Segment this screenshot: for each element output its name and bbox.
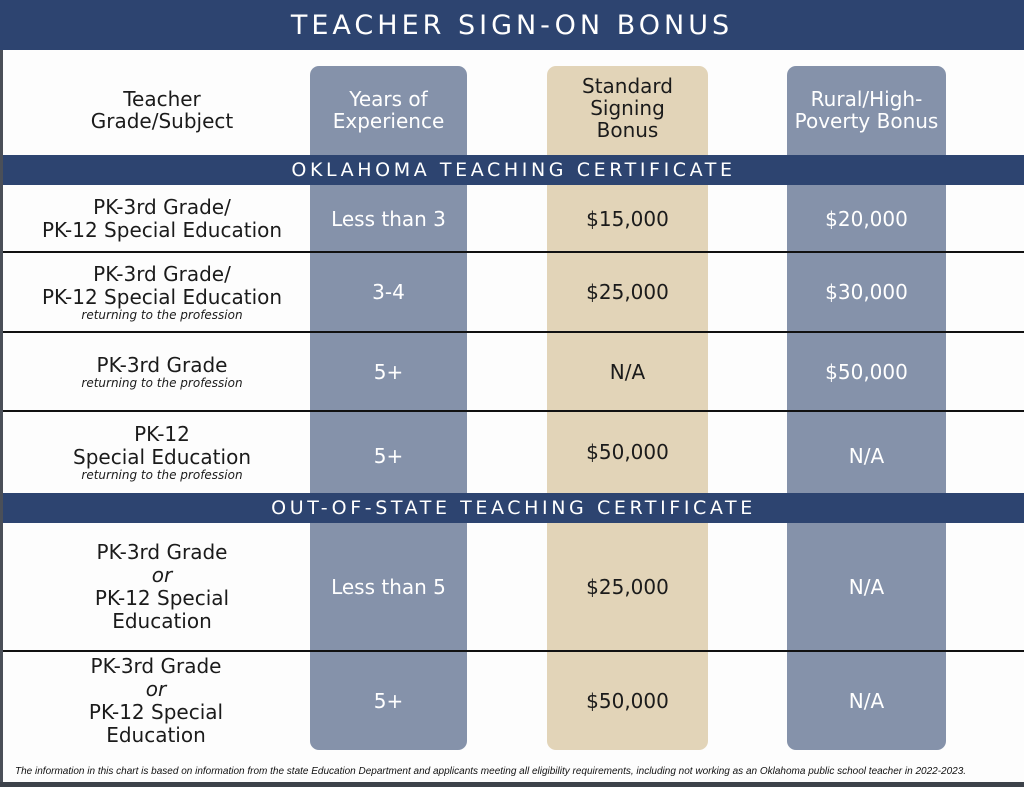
table-row (0, 186, 1024, 251)
standard-bonus-value: $25,000 (586, 574, 669, 599)
table-row (0, 412, 1024, 492)
rural-bonus-value: N/A (848, 689, 885, 713)
subject-or: or (151, 562, 173, 587)
years-value: Less than 3 (331, 206, 446, 231)
years-value: 3-4 (372, 280, 405, 304)
row-subject (12, 333, 312, 410)
subject-note: returning to the profession (81, 375, 243, 390)
years-value: 5+ (373, 444, 404, 468)
table-row (0, 523, 1024, 650)
section-title: OUT-OF-STATE TEACHING CERTIFICATE (271, 497, 756, 519)
header-years-line: Experience (332, 109, 445, 133)
row-standard-bonus (547, 652, 708, 750)
rural-bonus-value: $50,000 (825, 359, 908, 384)
subject-or: or (145, 677, 167, 701)
years-value: 5+ (373, 359, 404, 384)
rural-bonus-value: $30,000 (825, 280, 908, 304)
subject-note: returning to the profession (81, 467, 243, 482)
row-years (310, 412, 467, 496)
subject-line: PK-12 Special (88, 700, 224, 724)
table-row (0, 652, 1024, 750)
section-oklahoma-certificate (3, 155, 1024, 185)
subject-line: PK-12 (134, 421, 190, 446)
standard-bonus-value: $25,000 (586, 280, 669, 304)
subject-line: PK-12 Special Education (41, 284, 283, 309)
header-standard-line: Signing (590, 96, 665, 120)
row-years (310, 652, 467, 750)
row-standard-bonus (547, 412, 708, 496)
header-standard-line: Standard (582, 74, 673, 98)
row-years (310, 186, 467, 251)
header-standard-line: Bonus (596, 118, 659, 142)
rural-bonus-value: $20,000 (825, 206, 908, 231)
row-subject (12, 412, 312, 492)
row-subject (12, 186, 312, 251)
subject-line: PK-3rd Grade (96, 352, 228, 377)
row-subject (12, 253, 312, 331)
header-subject-line: Grade/Subject (90, 109, 234, 133)
row-standard-bonus (547, 333, 708, 410)
subject-line: PK-12 Special Education (41, 217, 283, 242)
years-value: Less than 5 (331, 574, 446, 599)
header-rural-line: Rural/High- (810, 87, 923, 111)
row-subject (6, 652, 306, 750)
subject-line: PK-12 Special (94, 585, 230, 610)
header-years-of-experience (310, 66, 467, 154)
row-rural-bonus (787, 333, 946, 410)
page-border-bottom (0, 782, 1024, 787)
table-row (0, 253, 1024, 331)
row-rural-bonus (787, 652, 946, 750)
row-years (310, 253, 467, 331)
subject-line: PK-3rd Grade/ (93, 261, 231, 286)
standard-bonus-value: N/A (609, 359, 646, 384)
standard-bonus-value: $15,000 (586, 206, 669, 231)
subject-line: PK-3rd Grade (96, 539, 228, 564)
header-rural-line: Poverty Bonus (794, 109, 939, 133)
footnote: The information in this chart is based on information from the state Education Department and applicants meeting all eligibility requirements, including not working as an Oklahoma public school teacher in 2022-2023. (15, 766, 967, 777)
header-years-line: Years of (349, 87, 428, 111)
row-rural-bonus (787, 186, 946, 251)
subject-note: returning to the profession (81, 307, 243, 322)
header-teacher-grade-subject (12, 66, 312, 154)
section-title: OKLAHOMA TEACHING CERTIFICATE (291, 159, 736, 181)
header-subject-line: Teacher (123, 87, 201, 111)
row-years (310, 333, 467, 410)
title-banner (0, 0, 1024, 50)
row-years (310, 523, 467, 650)
row-rural-bonus (787, 412, 946, 496)
standard-bonus-value: $50,000 (586, 689, 669, 713)
rural-bonus-value: N/A (848, 574, 885, 599)
page-title: TEACHER SIGN-ON BONUS (290, 9, 734, 41)
subject-line: Special Education (73, 444, 251, 469)
years-value: 5+ (373, 689, 404, 713)
header-standard-signing-bonus (547, 64, 708, 152)
subject-line: PK-3rd Grade/ (93, 194, 231, 219)
table-row (0, 333, 1024, 410)
row-standard-bonus (547, 523, 708, 650)
row-rural-bonus (787, 523, 946, 650)
row-standard-bonus (547, 186, 708, 251)
subject-line: Education (106, 723, 206, 747)
header-rural-high-poverty-bonus (787, 66, 946, 154)
rural-bonus-value: N/A (848, 444, 885, 468)
row-subject (12, 523, 312, 650)
subject-line: PK-3rd Grade (90, 654, 222, 678)
subject-line: Education (112, 608, 212, 633)
row-rural-bonus (787, 253, 946, 331)
standard-bonus-value: $50,000 (586, 440, 669, 464)
row-standard-bonus (547, 253, 708, 331)
section-out-of-state-certificate (3, 493, 1024, 523)
